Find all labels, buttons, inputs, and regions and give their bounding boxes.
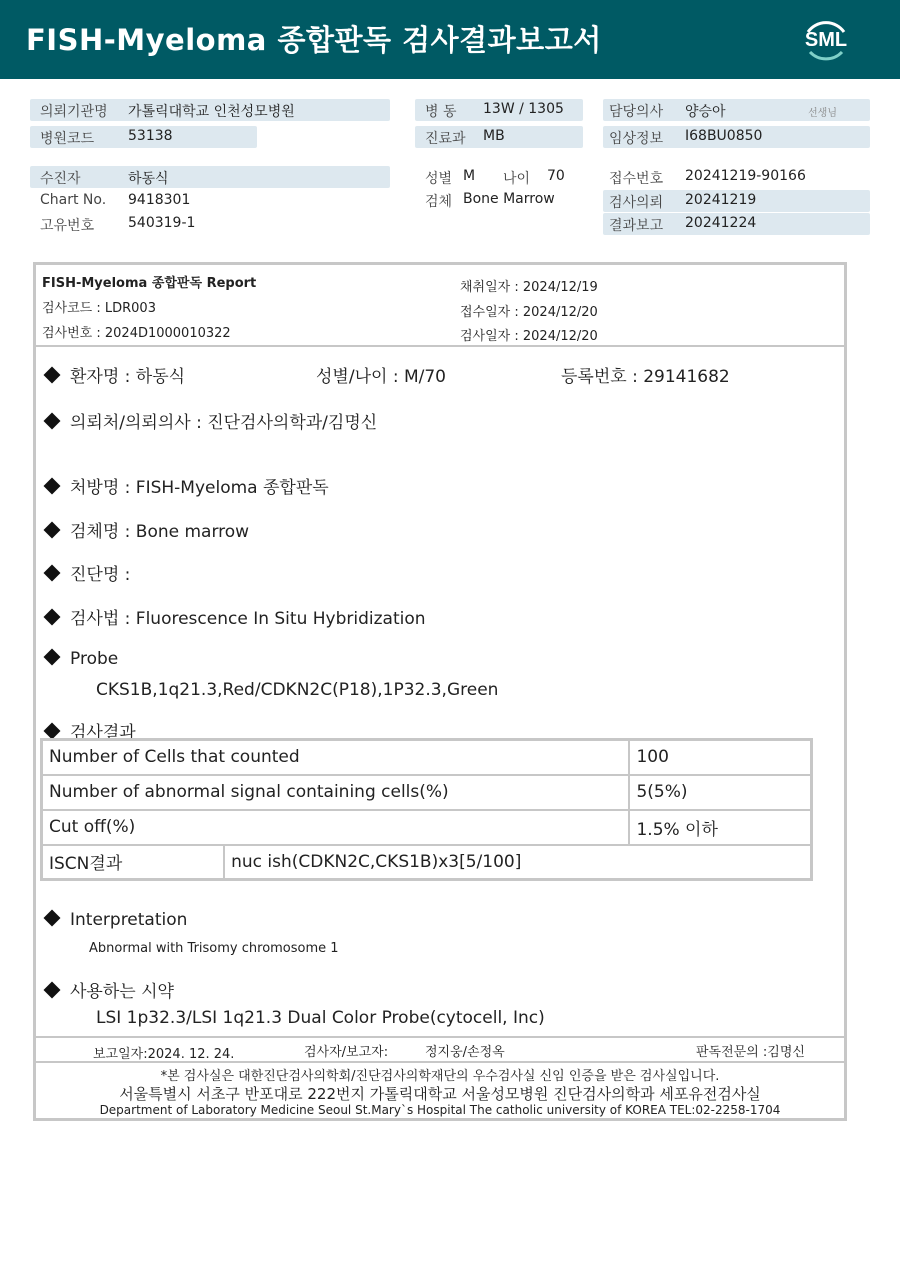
chart-row: [30, 190, 390, 212]
patient-row: [30, 166, 390, 188]
registration-no: 등록번호 : 29141682: [561, 367, 730, 387]
ward-row: [415, 99, 583, 121]
reagent-value: LSI 1p32.3/LSI 1q21.3 Dual Color Probe(cytocell, Inc): [96, 1008, 545, 1028]
doctor-row: [603, 99, 870, 121]
test-code: 검사코드 : LDR003: [42, 301, 156, 316]
table-cell-value: 5(5%): [629, 775, 811, 810]
diagnosis-section: [42, 560, 130, 585]
probe-heading: Probe: [70, 649, 119, 669]
header-bar: [0, 0, 900, 79]
dept-row: [415, 126, 583, 148]
institution-value: 가톨릭대학교 인천성모병원: [128, 104, 295, 120]
bullet-diamond-icon: [44, 910, 61, 927]
specimen-name: 검체명 : Bone marrow: [70, 522, 250, 542]
receipt-no-value: 20241219-90166: [685, 168, 806, 184]
request-label: 검사의뢰: [609, 195, 664, 211]
bullet-diamond-icon: [44, 723, 61, 740]
footer-divider: [36, 1036, 844, 1038]
interpretation-heading: Interpretation: [70, 910, 188, 930]
result-report-row: [603, 213, 870, 235]
prescription-section: [42, 473, 329, 498]
unique-label: 고유번호: [40, 218, 95, 234]
table-cell-label: Number of abnormal signal containing cells(%): [42, 775, 630, 810]
institution-label: 의뢰기관명: [40, 104, 108, 120]
institution-row: [30, 99, 390, 121]
request-row: [603, 190, 870, 212]
probe-value: CKS1B,1q21.3,Red/CDKN2C(P18),1P32.3,Green: [96, 680, 499, 700]
report-header: [36, 265, 844, 347]
bullet-diamond-icon: [44, 413, 61, 430]
dept-value: MB: [483, 128, 505, 144]
chart-label: Chart No.: [40, 192, 107, 208]
specimen-label: 검체: [425, 194, 453, 210]
test-date: 검사일자 : 2024/12/20: [460, 329, 598, 344]
collect-date: 채취일자 : 2024/12/19: [460, 280, 598, 295]
hospital-code-row: [30, 126, 257, 148]
probe-section: [42, 649, 118, 669]
result-report-label: 결과보고: [609, 218, 664, 234]
report-title: FISH-Myeloma 종합판독 Report: [42, 276, 257, 291]
iscn-label: ISCN결과: [42, 845, 225, 880]
bullet-diamond-icon: [44, 982, 61, 999]
referrer: 의뢰처/의뢰의사 : 진단검사의학과/김명신: [70, 413, 378, 433]
prescription: 처방명 : FISH-Myeloma 종합판독: [70, 478, 329, 498]
table-cell-value: 100: [629, 740, 811, 775]
dept-label: 진료과: [425, 131, 466, 147]
clinical-label: 임상정보: [609, 131, 664, 147]
table-cell-value: 1.5% 이하: [629, 810, 811, 845]
hospital-code-label: 병원코드: [40, 131, 95, 147]
clinical-value: I68BU0850: [685, 128, 763, 144]
result-heading: 검사결과: [70, 723, 136, 743]
interpretation-section: [42, 910, 187, 930]
tester-names: 정지웅/손정옥: [425, 1045, 505, 1060]
bullet-diamond-icon: [44, 367, 61, 384]
receipt-date: 접수일자 : 2024/12/20: [460, 305, 598, 320]
certification-note: *본 검사실은 대한진단검사의학회/진단검사의학재단의 우수검사실 신임 인증을 받은 검사실입니다.: [160, 1069, 720, 1084]
lab-english-address: Department of Laboratory Medicine Seoul St.Mary`s Hospital The catholic university of KOREA TEL:02-2258-1704: [99, 1103, 781, 1117]
result-report-value: 20241224: [685, 215, 757, 231]
unique-row: [30, 213, 390, 235]
unique-value: 540319-1: [128, 215, 196, 231]
logo-text: SML: [804, 29, 848, 51]
bullet-diamond-icon: [44, 609, 61, 626]
test-no: 검사번호 : 2024D1000010322: [42, 326, 231, 341]
lab-address: 서울특별시 서초구 반포대로 222번지 가톨릭대학교 서울성모병원 진단검사의학과 세포유전검사실: [119, 1085, 761, 1103]
age-value: 70: [547, 168, 565, 184]
table-cell-label: Number of Cells that counted: [42, 740, 630, 775]
sex-value: M: [463, 168, 476, 184]
doctor-value: 양승아: [685, 104, 726, 120]
sex-age-row: [415, 166, 583, 188]
bullet-diamond-icon: [44, 649, 61, 666]
sex-label: 성별: [425, 171, 453, 187]
specimen-row: [415, 189, 583, 211]
sex-age: 성별/나이 : M/70: [316, 367, 446, 387]
ward-label: 병 동: [425, 104, 457, 120]
table-row: [42, 845, 812, 880]
patient-name: 환자명 : 하동식: [70, 367, 186, 387]
request-value: 20241219: [685, 192, 757, 208]
referrer-section: [42, 408, 377, 433]
patient-value: 하동식: [128, 171, 169, 187]
doctor-label: 담당의사: [609, 104, 664, 120]
sml-logo: [798, 12, 854, 68]
method-section: [42, 604, 426, 629]
report-box: [33, 262, 847, 1121]
interpretation-value: Abnormal with Trisomy chromosome 1: [89, 941, 339, 956]
receipt-no-row: [603, 166, 870, 188]
bullet-diamond-icon: [44, 522, 61, 539]
hospital-code-value: 53138: [128, 128, 173, 144]
receipt-no-label: 접수번호: [609, 171, 664, 187]
result-table: [40, 738, 813, 881]
patient-label: 수진자: [40, 171, 81, 187]
chart-value: 9418301: [128, 192, 191, 208]
tester-label: 검사자/보고자:: [304, 1045, 389, 1060]
diagnosis: 진단명 :: [70, 565, 131, 585]
table-cell-label: Cut off(%): [42, 810, 630, 845]
bullet-diamond-icon: [44, 565, 61, 582]
reagent-section: [42, 977, 174, 1002]
bullet-diamond-icon: [44, 478, 61, 495]
page-title: FISH-Myeloma 종합판독 검사결과보고서: [26, 23, 602, 57]
reagent-heading: 사용하는 시약: [70, 982, 174, 1002]
specimen-value: Bone Marrow: [463, 191, 555, 207]
table-row: [42, 775, 812, 810]
footer-divider: [36, 1061, 844, 1063]
doctor-suffix: 선생님: [808, 108, 837, 119]
clinical-row: [603, 126, 870, 148]
age-label: 나이: [503, 171, 531, 187]
ward-value: 13W / 1305: [483, 101, 564, 117]
report-date: 보고일자:2024. 12. 24.: [93, 1047, 235, 1062]
iscn-value: nuc ish(CDKN2C,CKS1B)x3[5/100]: [224, 845, 811, 880]
patient-section: [42, 362, 185, 387]
table-row: [42, 740, 812, 775]
method: 검사법 : Fluorescence In Situ Hybridization: [70, 609, 426, 629]
specialist: 판독전문의 :김명신: [696, 1045, 805, 1060]
specimen-section: [42, 517, 249, 542]
table-row: [42, 810, 812, 845]
